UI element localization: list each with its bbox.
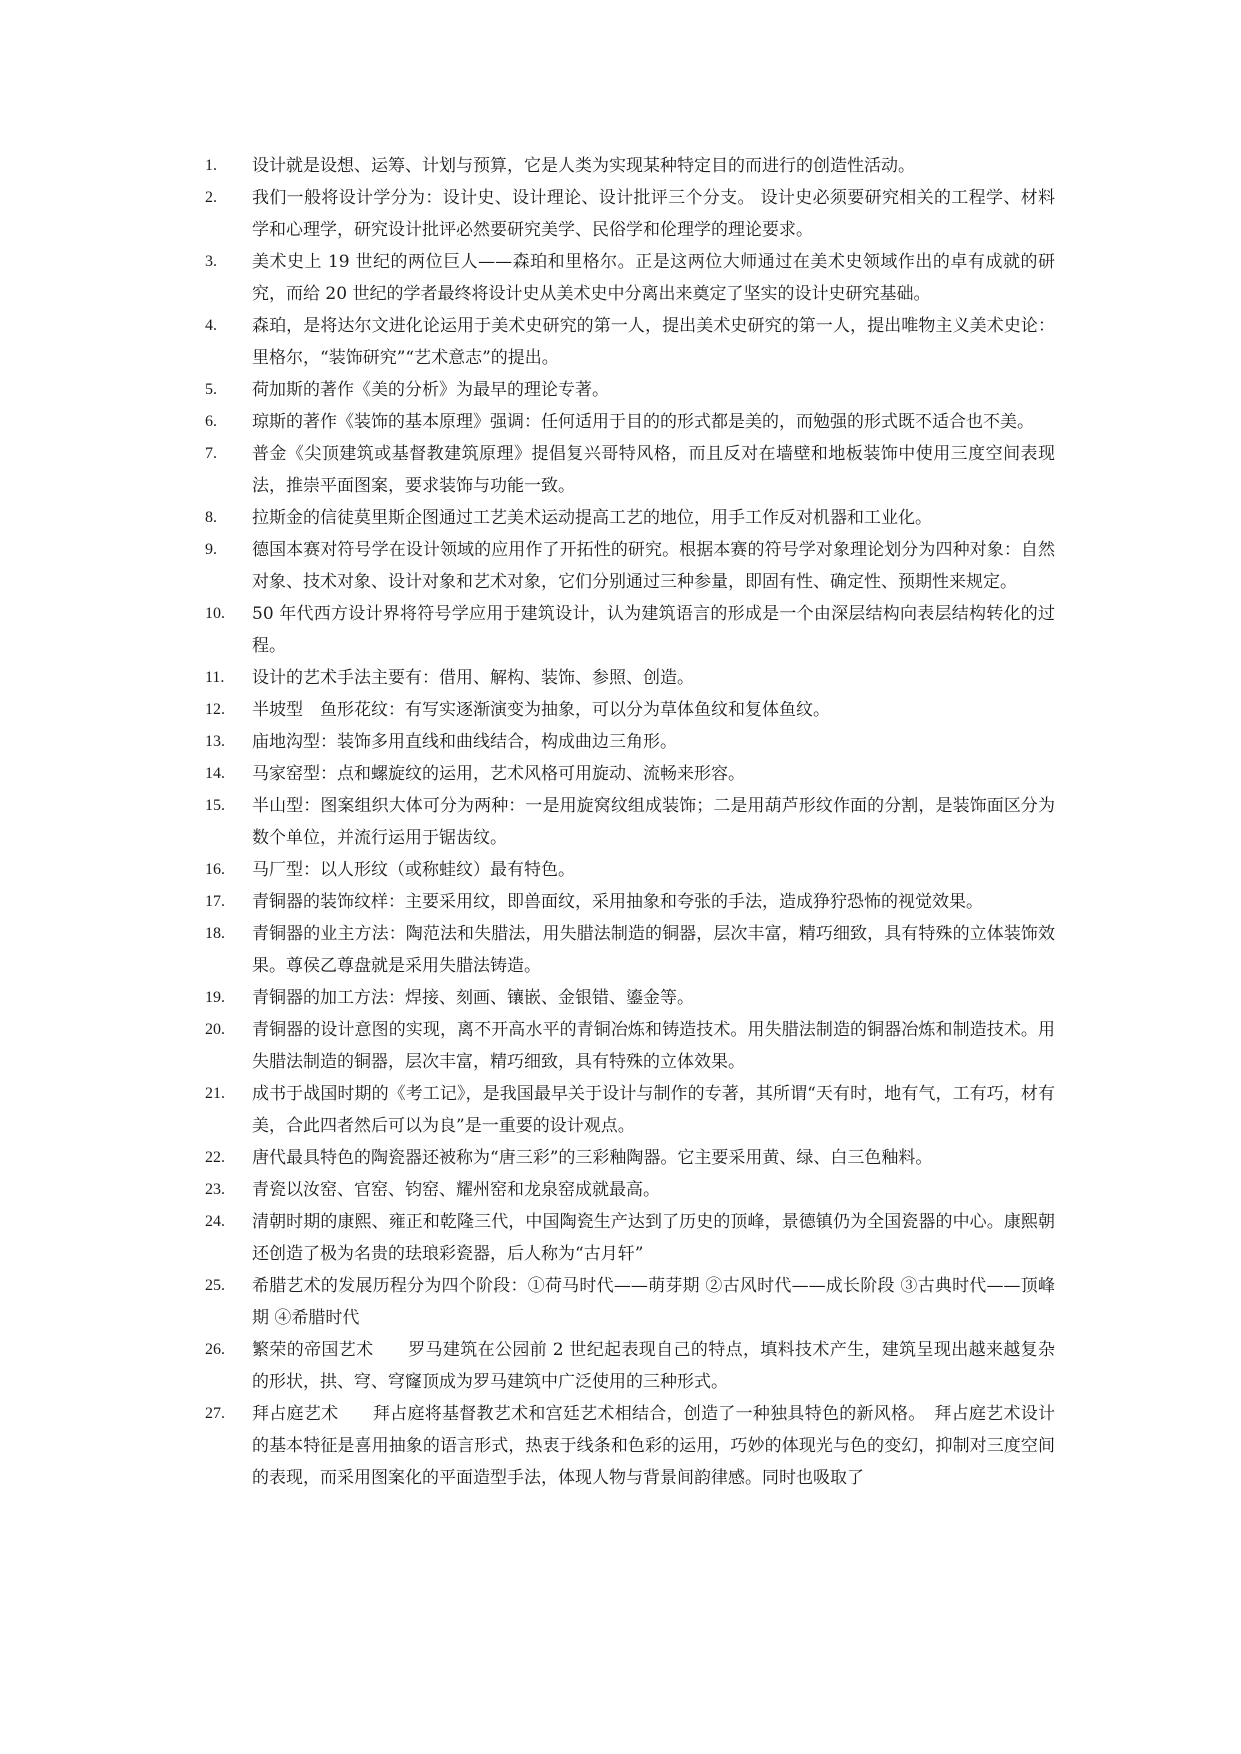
list-item — [205, 502, 1055, 534]
list-item — [205, 662, 1055, 694]
list-item — [205, 758, 1055, 790]
list-item — [205, 982, 1055, 1014]
item-text: 设计就是设想、运筹、计划与预算，它是人类为实现某种特定目的而进行的创造性活动。 — [252, 156, 915, 176]
item-number: 24. — [205, 1213, 225, 1230]
item-text: 庙地沟型：装饰多用直线和曲线结合，构成曲边三角形。 — [252, 732, 677, 752]
item-number: 3. — [205, 253, 217, 270]
list-item — [205, 534, 1055, 598]
list-item — [205, 438, 1055, 502]
list-item — [205, 726, 1055, 758]
item-text: 琼斯的著作《装饰的基本原理》强调：任何适用于目的的形式都是美的，而勉强的形式既不适合也不美。 — [252, 412, 1034, 432]
item-text: 繁荣的帝国艺术 罗马建筑在公园前 2 世纪起表现自己的特点，填料技术产生，建筑呈现出越来越复杂的形状，拱、穹、穹窿顶成为罗马建筑中广泛使用的三种形式。 — [252, 1340, 1055, 1392]
list-item — [205, 246, 1055, 310]
item-number: 21. — [205, 1085, 225, 1102]
item-text: 成书于战国时期的《考工记》，是我国最早关于设计与制作的专著，其所谓“天有时，地有气，工有巧，材有美，合此四者然后可以为良”是一重要的设计观点。 — [252, 1084, 1055, 1136]
list-item — [205, 790, 1055, 854]
item-number: 10. — [205, 605, 225, 622]
item-text: 青铜器的设计意图的实现，离不开高水平的青铜冶炼和铸造技术。用失腊法制造的铜器冶炼和制造技术。用失腊法制造的铜器，层次丰富，精巧细致，具有特殊的立体效果。 — [252, 1020, 1055, 1072]
item-text: 50 年代西方设计界将符号学应用于建筑设计，认为建筑语言的形成是一个由深层结构向表层结构转化的过程。 — [252, 604, 1055, 656]
list-item — [205, 1014, 1055, 1078]
list-item — [205, 310, 1055, 374]
item-text: 马厂型：以人形纹（或称蛙纹）最有特色。 — [252, 860, 575, 880]
item-text: 青瓷以汝窑、官窑、钧窑、耀州窑和龙泉窑成就最高。 — [252, 1180, 660, 1200]
list-item — [205, 1078, 1055, 1142]
item-text: 马家窑型：点和螺旋纹的运用，艺术风格可用旋动、流畅来形容。 — [252, 764, 745, 784]
list-item — [205, 1174, 1055, 1206]
item-text: 半坡型 鱼形花纹：有写实逐渐演变为抽象，可以分为草体鱼纹和复体鱼纹。 — [252, 700, 830, 720]
item-number: 7. — [205, 445, 217, 462]
list-item — [205, 1334, 1055, 1398]
item-number: 12. — [205, 701, 225, 718]
item-number: 17. — [205, 893, 225, 910]
item-number: 11. — [205, 669, 225, 686]
item-number: 27. — [205, 1405, 225, 1422]
list-item — [205, 1398, 1055, 1494]
item-text: 美术史上 19 世纪的两位巨人——森珀和里格尔。正是这两位大师通过在美术史领域作出的卓有成就的研究，而给 20 世纪的学者最终将设计史从美术史中分离出来奠定了坚实的设计史研究基础。 — [252, 252, 1055, 304]
item-number: 5. — [205, 381, 217, 398]
item-number: 1. — [205, 157, 217, 174]
list-item — [205, 1270, 1055, 1334]
item-text: 青铜器的加工方法：焊接、刻画、镶嵌、金银错、鎏金等。 — [252, 988, 694, 1008]
list-item — [205, 886, 1055, 918]
item-text: 半山型：图案组织大体可分为两种：一是用旋窝纹组成装饰；二是用葫芦形纹作面的分割，是装饰面区分为数个单位，并流行运用于锯齿纹。 — [252, 796, 1055, 848]
item-number: 18. — [205, 925, 225, 942]
item-number: 15. — [205, 797, 225, 814]
item-number: 14. — [205, 765, 225, 782]
item-text: 拉斯金的信徒莫里斯企图通过工艺美术运动提高工艺的地位，用手工作反对机器和工业化。 — [252, 508, 932, 528]
item-text: 森珀，是将达尔文进化论运用于美术史研究的第一人，提出美术史研究的第一人，提出唯物主义美术史论：里格尔，“装饰研究”“艺术意志”的提出。 — [252, 316, 1055, 368]
item-number: 19. — [205, 989, 225, 1006]
list-item — [205, 694, 1055, 726]
list-item — [205, 598, 1055, 662]
item-text: 青铜器的业主方法：陶范法和失腊法，用失腊法制造的铜器，层次丰富，精巧细致，具有特殊的立体装饰效果。尊侯乙尊盘就是采用失腊法铸造。 — [252, 924, 1055, 976]
list-item — [205, 374, 1055, 406]
item-number: 4. — [205, 317, 217, 334]
item-number: 8. — [205, 509, 217, 526]
list-item — [205, 406, 1055, 438]
item-number: 9. — [205, 541, 217, 558]
list-item — [205, 150, 1055, 182]
item-text: 希腊艺术的发展历程分为四个阶段：①荷马时代——萌芽期 ②古风时代——成长阶段 ③古典时代——顶峰期 ④希腊时代 — [252, 1276, 1055, 1328]
item-text: 清朝时期的康熙、雍正和乾隆三代，中国陶瓷生产达到了历史的顶峰，景德镇仍为全国瓷器的中心。康熙朝还创造了极为名贵的珐琅彩瓷器，后人称为“古月轩” — [252, 1212, 1055, 1264]
item-number: 26. — [205, 1341, 225, 1358]
list-item — [205, 182, 1055, 246]
item-number: 6. — [205, 413, 217, 430]
item-number: 13. — [205, 733, 225, 750]
item-text: 拜占庭艺术 拜占庭将基督教艺术和宫廷艺术相结合，创造了一种独具特色的新风格。 拜占庭艺术设计的基本特征是喜用抽象的语言形式，热衷于线条和色彩的运用，巧妙的体现光与色的变幻，抑制对三度空间的表现，而采用图案化的平面造型手法，体现人物与背景间韵律感。同时也吸取了 — [252, 1404, 1055, 1488]
list-item — [205, 918, 1055, 982]
item-number: 25. — [205, 1277, 225, 1294]
item-number: 2. — [205, 189, 217, 206]
item-text: 普金《尖顶建筑或基督教建筑原理》提倡复兴哥特风格，而且反对在墙壁和地板装饰中使用三度空间表现法，推崇平面图案，要求装饰与功能一致。 — [252, 444, 1055, 496]
numbered-list — [205, 150, 1055, 1494]
item-text: 我们一般将设计学分为：设计史、设计理论、设计批评三个分支。 设计史必须要研究相关的工程学、材料学和心理学，研究设计批评必然要研究美学、民俗学和伦理学的理论要求。 — [252, 188, 1055, 240]
item-text: 德国本赛对符号学在设计领域的应用作了开拓性的研究。根据本赛的符号学对象理论划分为四种对象：自然对象、技术对象、设计对象和艺术对象，它们分别通过三种参量，即固有性、确定性、预期性来规定。 — [252, 540, 1055, 592]
list-item — [205, 854, 1055, 886]
list-item — [205, 1206, 1055, 1270]
item-number: 16. — [205, 861, 225, 878]
item-text: 唐代最具特色的陶瓷器还被称为“唐三彩”的三彩釉陶器。它主要采用黄、绿、白三色釉料。 — [252, 1148, 933, 1168]
item-number: 20. — [205, 1021, 225, 1038]
item-number: 22. — [205, 1149, 225, 1166]
list-item — [205, 1142, 1055, 1174]
item-text: 荷加斯的著作《美的分析》为最早的理论专著。 — [252, 380, 609, 400]
item-number: 23. — [205, 1181, 225, 1198]
item-text: 青铜器的装饰纹样：主要采用纹，即兽面纹，采用抽象和夸张的手法，造成狰狞恐怖的视觉效果。 — [252, 892, 983, 912]
item-text: 设计的艺术手法主要有：借用、解构、装饰、参照、创造。 — [252, 668, 694, 688]
